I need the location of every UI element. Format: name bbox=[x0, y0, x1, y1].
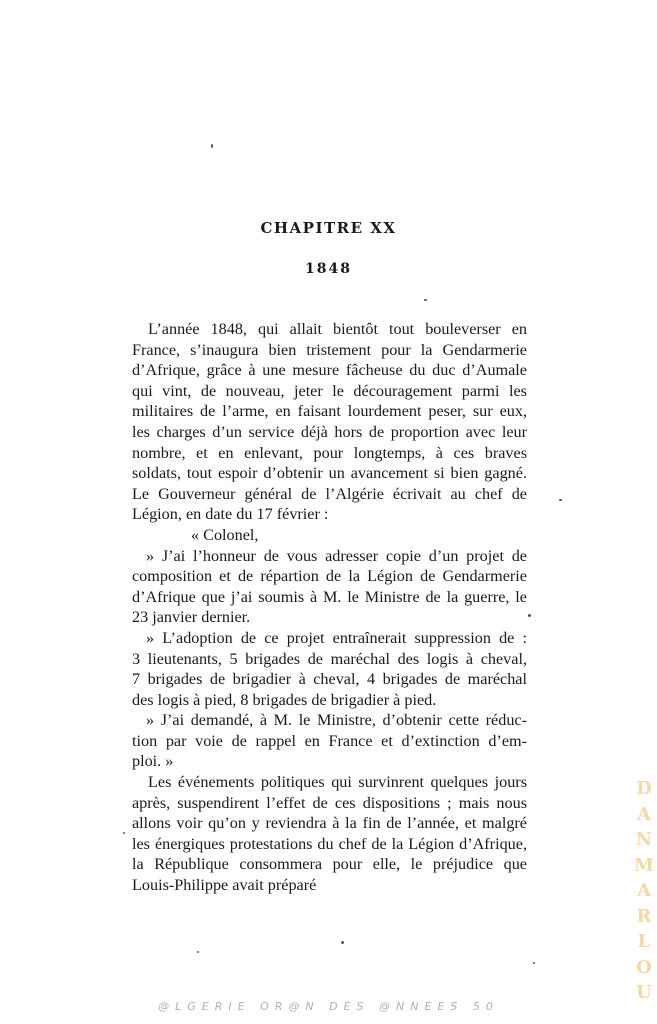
watermark-letter: L bbox=[637, 931, 651, 952]
text-line: » J’ai demandé, à M. le Ministre, d’obtenir cette réduc- bbox=[146, 711, 527, 730]
text-line: allons voir qu’on y reviendra à la fin de l’année, et malgré bbox=[132, 814, 527, 833]
chapter-title: CHAPITRE XX bbox=[260, 219, 397, 237]
text-line: France, s’inaugura bien tristement pour la Gendarmerie bbox=[132, 340, 527, 359]
text-line: nombre, et en enlevant, pour longtemps, à ces braves bbox=[132, 443, 527, 462]
text-line: Les événements politiques qui survinrent quelques jours bbox=[148, 773, 527, 792]
print-speck bbox=[533, 962, 535, 964]
text-line: les énergiques protestations du chef de la Légion d’Afrique, bbox=[132, 834, 527, 853]
footer-watermark: @LGERIE OR@N DES @NNEES 50 bbox=[158, 1000, 499, 1013]
text-line: qui vint, de nouveau, jeter le découragement parmi les bbox=[132, 381, 527, 400]
watermark-letter: U bbox=[636, 982, 652, 1003]
print-speck bbox=[197, 951, 199, 953]
body-text bbox=[132, 319, 527, 896]
text-line: L’année 1848, qui allait bientôt tout bouleverser en bbox=[148, 320, 527, 338]
watermark-letter: D bbox=[636, 778, 652, 799]
text-line: » J’ai l’honneur de vous adresser copie d’un projet de bbox=[146, 546, 527, 565]
watermark-letter: O bbox=[636, 956, 652, 978]
print-speck bbox=[123, 832, 125, 834]
print-speck bbox=[559, 499, 562, 501]
text-line: 7 brigades de brigadier à cheval, 4 brigades de maréchal bbox=[132, 670, 527, 689]
text-line: la République consommera pour elle, le préjudice que bbox=[132, 855, 527, 874]
text-line: « Colonel, bbox=[191, 525, 259, 544]
text-line: 23 janvier dernier. bbox=[132, 608, 251, 627]
text-line: des logis à pied, 8 brigades de brigadier à pied. bbox=[132, 690, 437, 709]
text-line: soldats, tout espoir d’obtenir un avancement si bien gagné. bbox=[132, 464, 527, 483]
text-line: Le Gouverneur général de l’Algérie écrivait au chef de bbox=[132, 484, 527, 503]
text-line: Légion, en date du 17 février : bbox=[132, 505, 329, 524]
text-line: Louis-Philippe avait préparé bbox=[132, 876, 317, 895]
print-speck bbox=[341, 941, 344, 944]
text-line: » L’adoption de ce projet entraînerait suppression de : bbox=[146, 628, 527, 647]
watermark-letter: R bbox=[636, 905, 652, 927]
text-line: d’Afrique, grâce à une mesure fâcheuse du duc d’Aumale bbox=[132, 361, 527, 380]
print-speck bbox=[211, 144, 213, 148]
text-line: 3 lieutenants, 5 brigades de maréchal des logis à cheval, bbox=[132, 649, 527, 668]
text-line: tion par voie de rappel en France et d’extinction d’em- bbox=[132, 731, 527, 750]
text-line: d’Afrique que j’ai soumis à M. le Ministre de la guerre, le bbox=[132, 587, 527, 606]
text-line: militaires de l’arme, en faisant lourdement peser, sur eux, bbox=[132, 402, 527, 421]
watermark-letter: N bbox=[635, 829, 653, 850]
watermark-letter: A bbox=[637, 803, 651, 825]
print-speck bbox=[528, 614, 531, 617]
text-line: les charges d’un service déjà hors de proportion avec leur bbox=[132, 422, 527, 441]
text-line: composition et de répartion de la Légion de Gendarmerie bbox=[132, 567, 527, 586]
side-watermark bbox=[632, 776, 656, 1006]
chapter-year: 1848 bbox=[305, 261, 352, 277]
print-speck bbox=[424, 299, 427, 301]
text-line: ploi. » bbox=[132, 752, 174, 771]
watermark-letter: A bbox=[637, 880, 651, 901]
watermark-letter: M bbox=[634, 854, 654, 876]
text-line: après, suspendirent l’effet de ces dispositions ; mais nous bbox=[132, 793, 527, 812]
